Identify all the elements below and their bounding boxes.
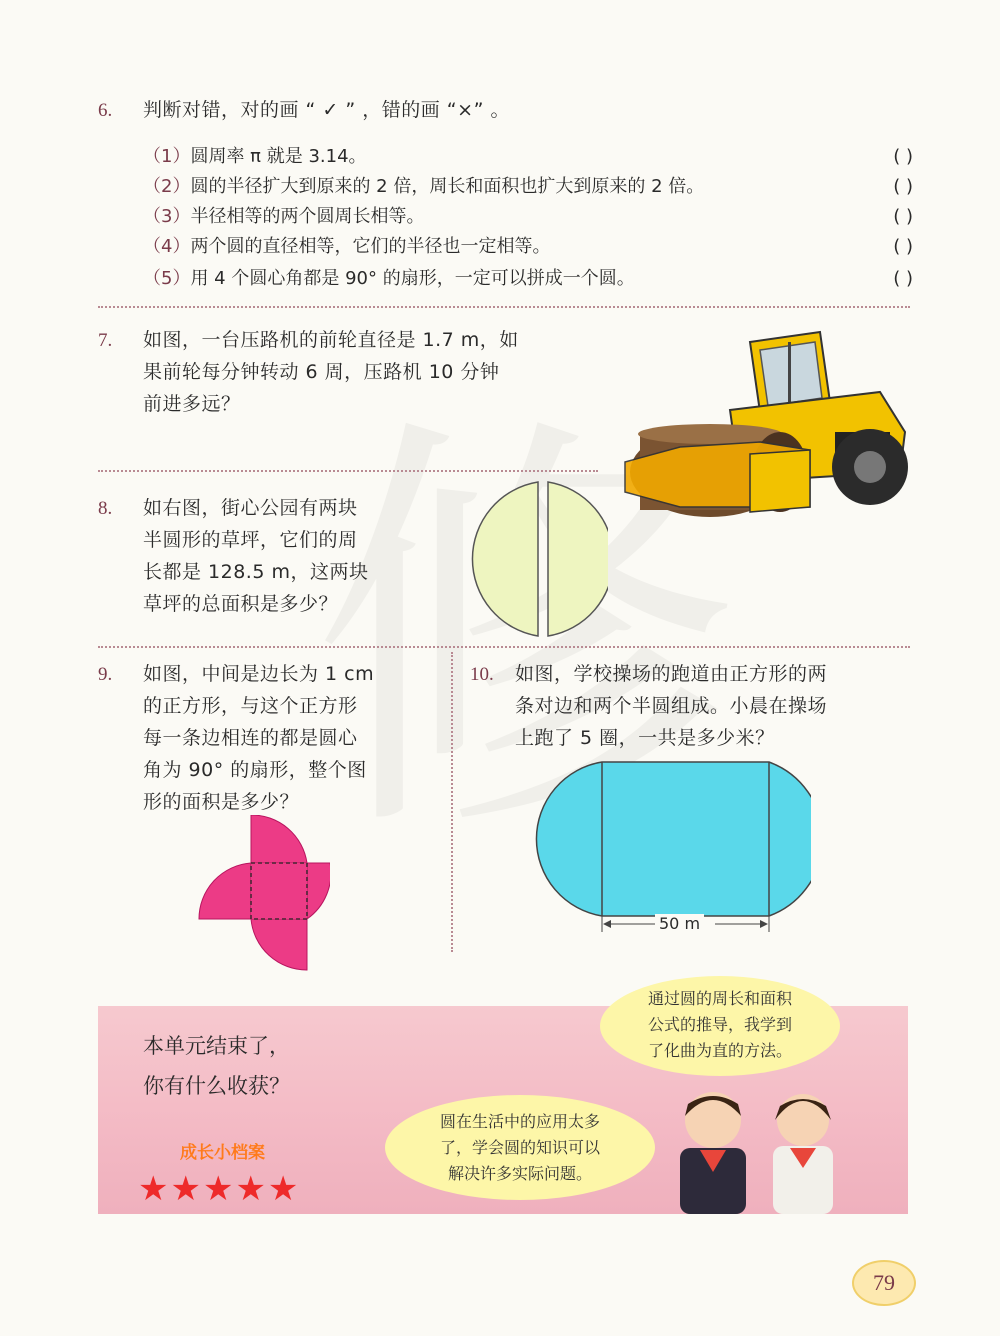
bubble-line: 通过圆的周长和面积 xyxy=(647,989,792,1008)
q9-text-line: 每一条边相连的都是圆心 xyxy=(143,727,358,749)
q8-text-line: 半圆形的草坪，它们的周 xyxy=(143,529,358,551)
bubble-line: 了化曲为直的方法。 xyxy=(647,1041,792,1060)
bubble-line: 了，学会圆的知识可以 xyxy=(439,1138,600,1157)
q6-item xyxy=(143,142,913,172)
q6-item-index: （3） xyxy=(143,206,191,227)
q9-text-line: 角为 90° 的扇形，整个图 xyxy=(143,759,367,781)
page-number: 79 xyxy=(852,1260,916,1306)
growth-archive-badge: 成长小档案 xyxy=(180,1143,265,1163)
section-divider xyxy=(98,306,910,308)
q6-item-index: （1） xyxy=(143,146,191,167)
answer-blank[interactable]: ( ) xyxy=(893,236,913,257)
q8-number: 8. xyxy=(98,498,113,519)
q6-item-text: 两个圆的直径相等，它们的半径也一定相等。 xyxy=(190,236,551,257)
road-roller-image xyxy=(620,322,915,527)
track-dimension-label: 50 m xyxy=(655,914,704,933)
q6-item-index: （5） xyxy=(143,268,191,289)
q9-text-line: 的正方形，与这个正方形 xyxy=(143,695,358,717)
q6-item-text: 用 4 个圆心角都是 90° 的扇形，一定可以拼成一个圆。 xyxy=(190,268,635,289)
q6-item xyxy=(143,232,913,262)
bubble-line: 圆在生活中的应用太多 xyxy=(439,1112,600,1131)
q6-prompt: 判断对错，对的画 “ ✓ ” ，错的画 “×” 。 xyxy=(143,99,510,121)
q6-item-text: 圆周率 π 就是 3.14。 xyxy=(190,146,367,167)
q6-number: 6. xyxy=(98,100,113,121)
answer-blank[interactable]: ( ) xyxy=(893,206,913,227)
speech-bubble-boy xyxy=(600,976,840,1076)
q7-text-line: 如图，一台压路机的前轮直径是 1.7 m，如 xyxy=(143,329,519,351)
q6-item xyxy=(143,172,913,202)
q6-item-index: （2） xyxy=(143,176,191,197)
answer-blank[interactable]: ( ) xyxy=(893,146,913,167)
q6-item-text: 半径相等的两个圆周长相等。 xyxy=(190,206,425,227)
bubble-line: 公式的推导，我学到 xyxy=(647,1015,792,1034)
summary-question-line: 本单元结束了， xyxy=(143,1034,290,1058)
section-divider xyxy=(98,646,910,648)
q10-text-line: 条对边和两个半圆组成。小晨在操场 xyxy=(515,695,828,717)
section-divider xyxy=(98,470,598,472)
pinwheel-sectors-diagram xyxy=(195,815,330,975)
q9-text-line: 形的面积是多少？ xyxy=(143,791,300,813)
speech-bubble-girl xyxy=(385,1095,655,1200)
answer-blank[interactable]: ( ) xyxy=(893,176,913,197)
q7-text-line: 前进多远？ xyxy=(143,393,241,415)
summary-question-line: 你有什么收获？ xyxy=(143,1074,290,1098)
q10-number: 10. xyxy=(470,664,494,685)
q8-text-line: 草坪的总面积是多少？ xyxy=(143,593,339,615)
q7-text-line: 果前轮每分钟转动 6 周，压路机 10 分钟 xyxy=(143,361,500,383)
q9-number: 9. xyxy=(98,664,113,685)
bubble-line: 解决许多实际问题。 xyxy=(447,1164,592,1183)
q8-text-line: 长都是 128.5 m，这两块 xyxy=(143,561,369,583)
star-rating: ★★★★★ xyxy=(138,1169,301,1209)
q6-item xyxy=(143,202,913,232)
answer-blank[interactable]: ( ) xyxy=(893,268,913,289)
q6-item-index: （4） xyxy=(143,236,191,257)
q10-text-line: 上跑了 5 圈，一共是多少米？ xyxy=(515,727,775,749)
q8-text-line: 如右图，街心公园有两块 xyxy=(143,497,358,519)
children-illustration xyxy=(658,1090,858,1214)
q6-item-text: 圆的半径扩大到原来的 2 倍，周长和面积也扩大到原来的 2 倍。 xyxy=(190,176,705,197)
column-divider xyxy=(451,652,453,952)
q10-text-line: 如图，学校操场的跑道由正方形的两 xyxy=(515,663,828,685)
q9-text-line: 如图，中间是边长为 1 cm xyxy=(143,663,375,685)
q7-number: 7. xyxy=(98,330,113,351)
q6-item xyxy=(143,264,913,294)
running-track-diagram xyxy=(515,760,811,940)
semicircle-lawns-diagram xyxy=(448,478,608,640)
